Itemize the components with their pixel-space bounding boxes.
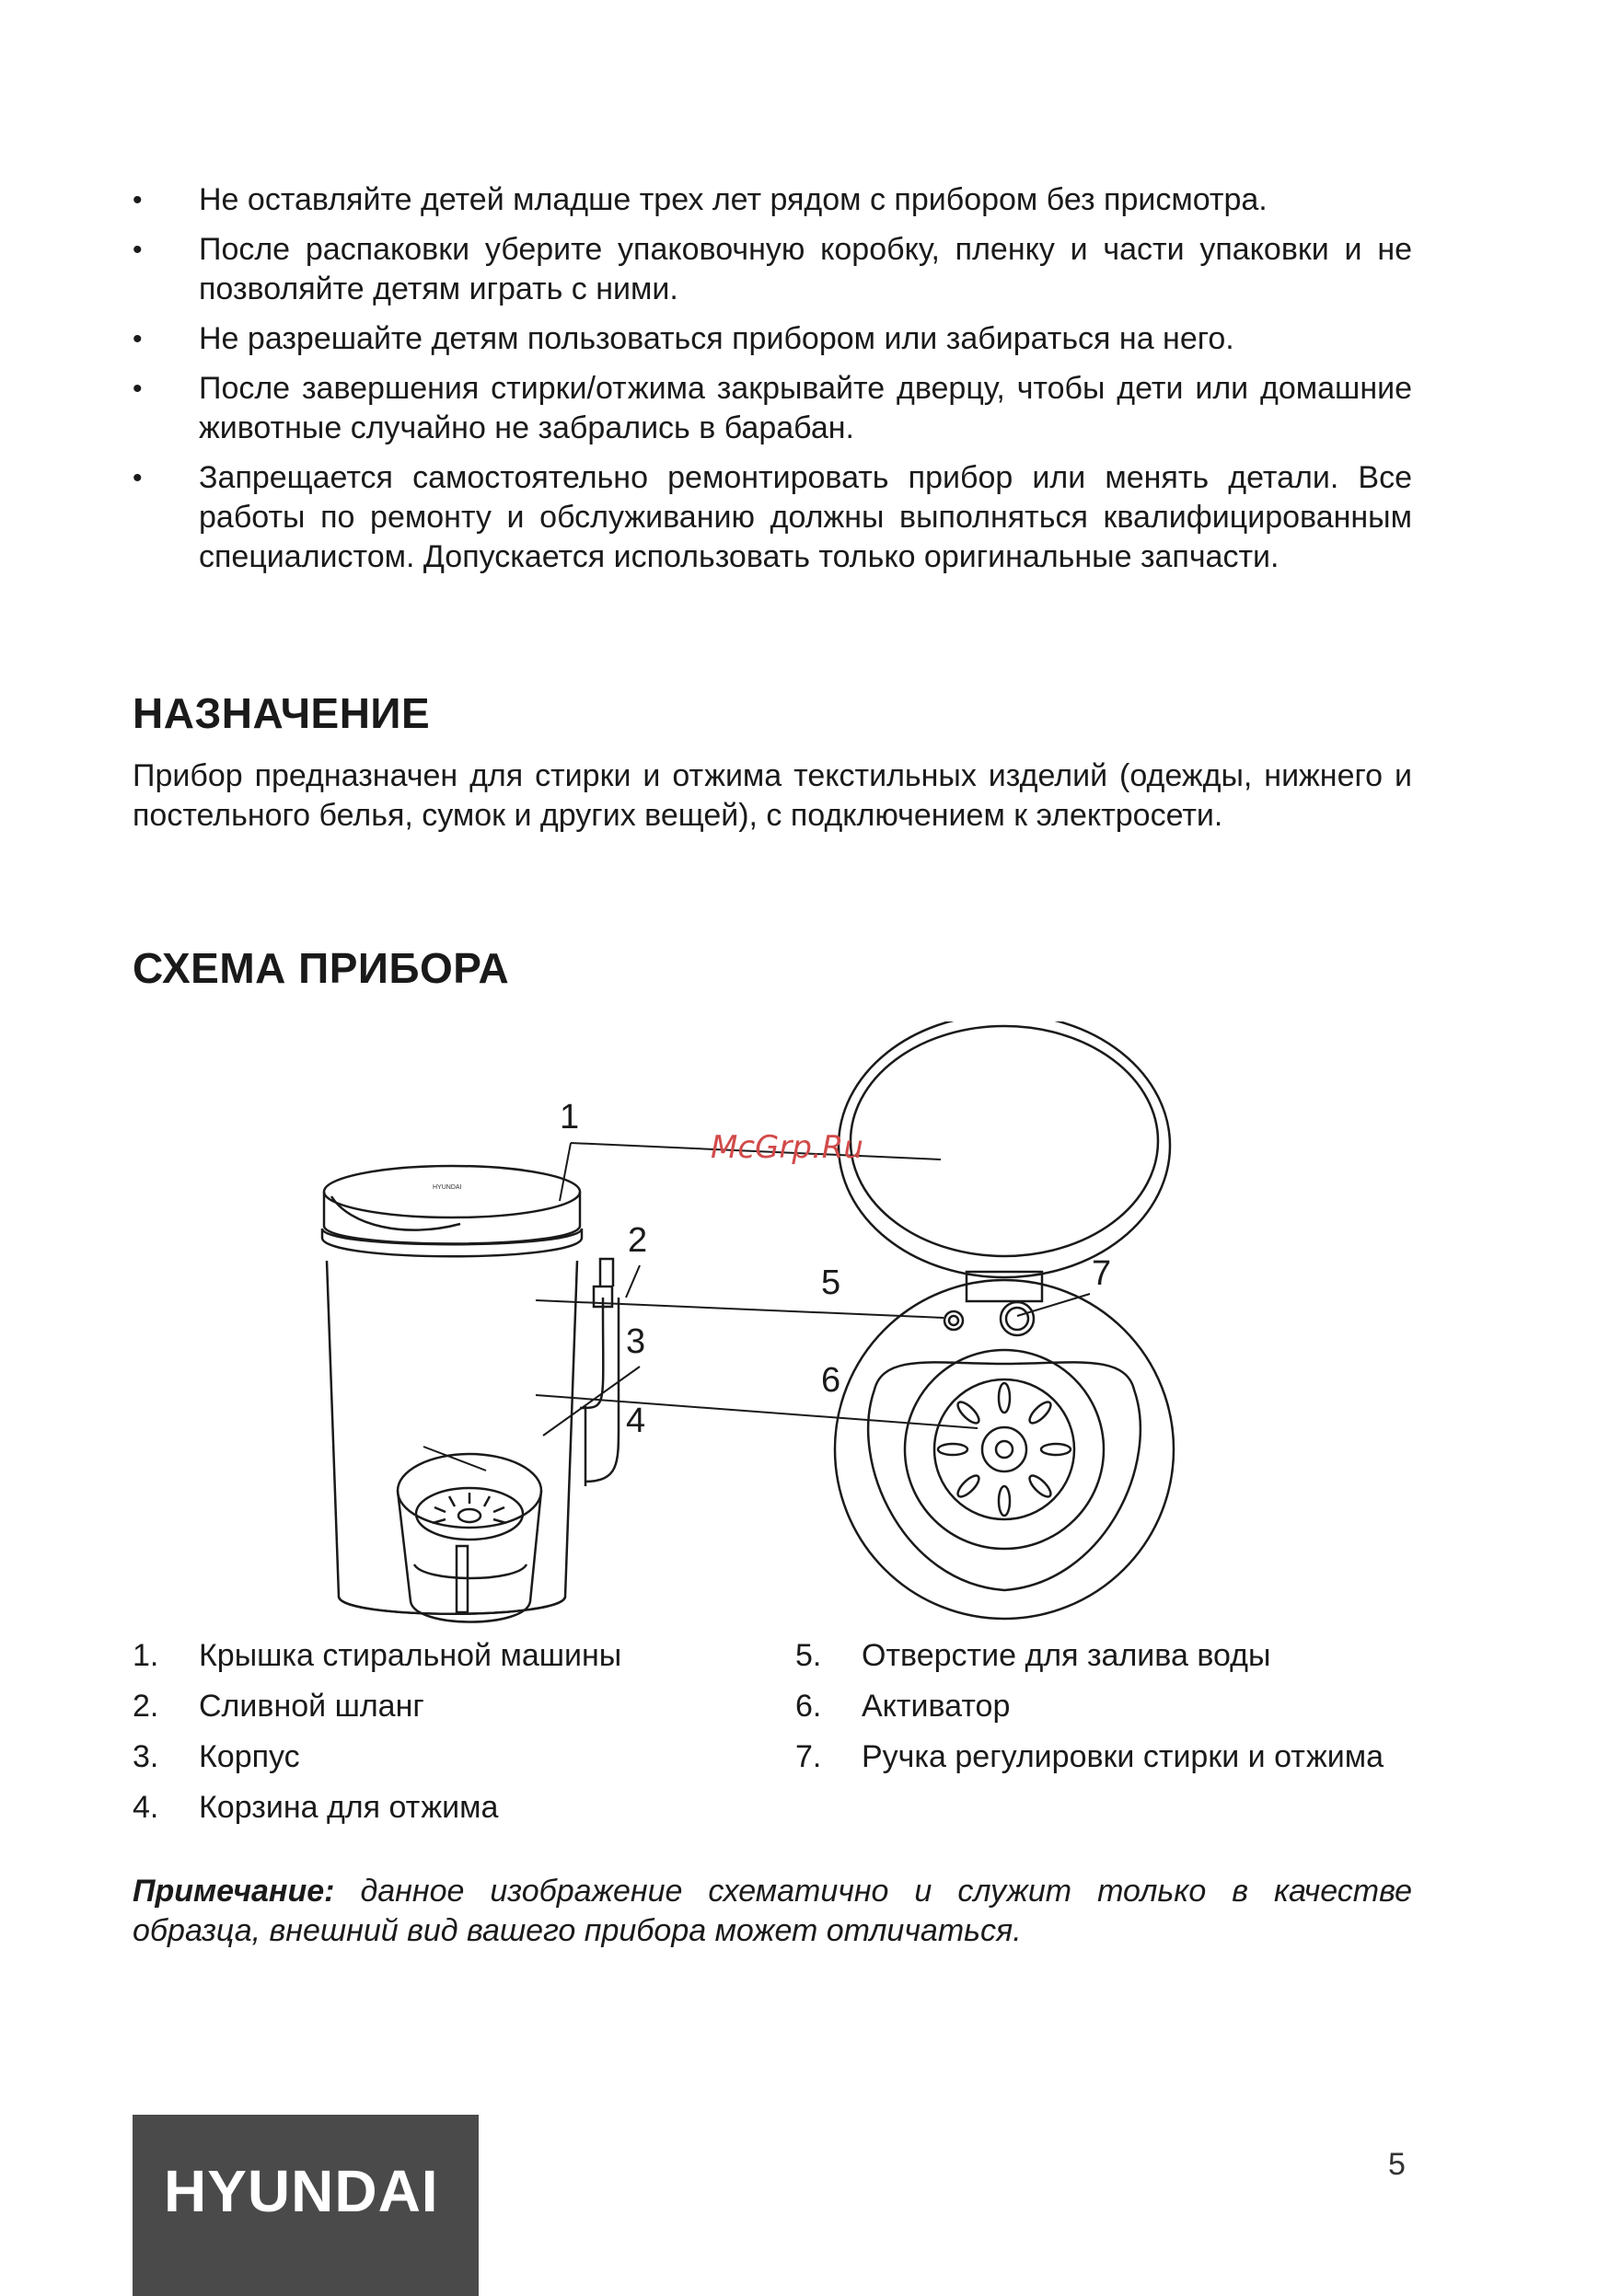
- safety-bullet: • Не разрешайте детям пользоваться прибором или забираться на него.: [133, 319, 1412, 359]
- safety-bullet-list: [133, 180, 1412, 587]
- callout-1: 1: [560, 1098, 580, 1136]
- brand-logo-text: HYUNDAI: [164, 2158, 439, 2224]
- open-lid-drawing: [839, 1021, 1170, 1301]
- callout-6: 6: [821, 1361, 841, 1400]
- brand-logo: [133, 2115, 479, 2296]
- watermark-text: McGrp.Ru: [711, 1129, 863, 1166]
- note-text: данное изображение схематично и служит только в качестве образца, внешний вид вашего прибора может отличаться.: [133, 1874, 1412, 1948]
- callout-2: 2: [628, 1221, 648, 1260]
- callout-5: 5: [821, 1263, 841, 1302]
- legend-item: 2. Сливной шланг: [133, 1689, 424, 1724]
- legend-item: 3. Корпус: [133, 1739, 300, 1774]
- purpose-heading: НАЗНАЧЕНИЕ: [133, 689, 431, 737]
- page-number: 5: [1388, 2147, 1406, 2182]
- legend-right: [795, 1636, 1421, 1788]
- scheme-heading: СХЕМА ПРИБОРА: [133, 944, 510, 992]
- legend-item: 5. Отверстие для залива воды: [795, 1638, 1271, 1673]
- legend-item: 7. Ручка регулировки стирки и отжима: [795, 1739, 1384, 1774]
- note-label: Примечание:: [133, 1874, 335, 1909]
- legend-left: [133, 1636, 777, 1839]
- spin-basket-drawing: [398, 1454, 541, 1622]
- callout-4: 4: [626, 1402, 646, 1440]
- washing-machine-diagram: [276, 1021, 1289, 1647]
- safety-bullet: • После распаковки уберите упаковочную коробку, пленку и части упаковки и не позволяйте детям играть с ними.: [133, 230, 1412, 309]
- top-view-drawing: [835, 1280, 1174, 1619]
- callout-7: 7: [1092, 1254, 1112, 1293]
- safety-bullet: • После завершения стирки/отжима закрывайте дверцу, чтобы дети или домашние животные случайно не забрались в барабан.: [133, 369, 1412, 448]
- leader-lines: [423, 1143, 1090, 1471]
- purpose-paragraph: Прибор предназначен для стирки и отжима текстильных изделий (одежды, нижнего и постельного белья, сумок и других вещей), с подключением к электросети.: [133, 758, 1412, 833]
- legend-item: 1. Крышка стиральной машины: [133, 1638, 622, 1673]
- callout-3: 3: [626, 1322, 646, 1361]
- machine-body-drawing: [322, 1166, 619, 1614]
- safety-bullet: • Запрещается самостоятельно ремонтировать прибор или менять детали. Все работы по ремонту и обслуживанию должны выполняться квалифицированным специалистом. Допускается использовать только оригинальные запчасти.: [133, 458, 1412, 577]
- legend-item: 4. Корзина для отжима: [133, 1790, 499, 1825]
- note-paragraph: [133, 1872, 1412, 1951]
- lid-brand-label: HYUNDAI: [433, 1184, 462, 1191]
- legend-item: 6. Активатор: [795, 1689, 1011, 1724]
- safety-bullet: • Не оставляйте детей младше трех лет рядом с прибором без присмотра.: [133, 180, 1412, 220]
